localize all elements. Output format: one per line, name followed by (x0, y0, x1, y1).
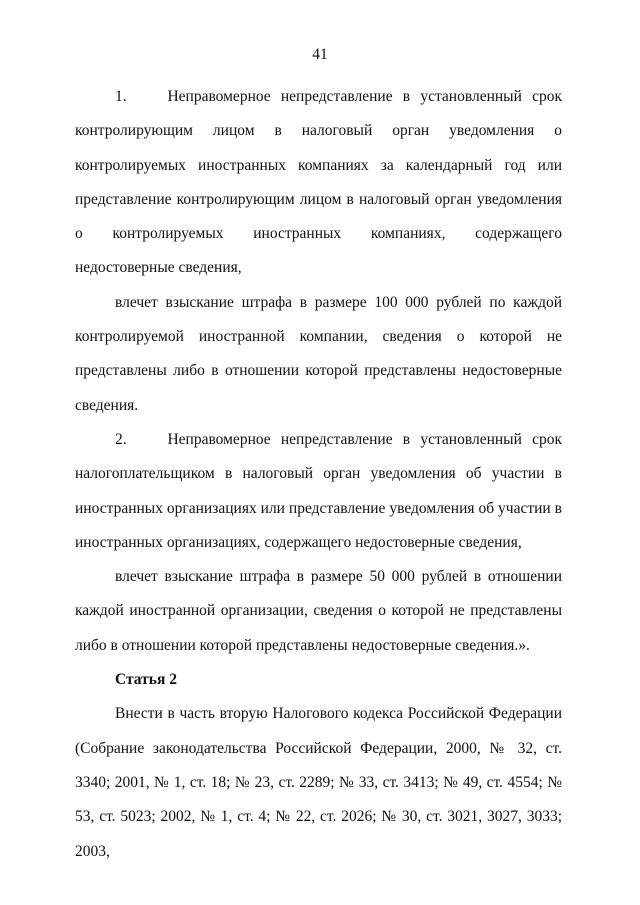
page-number: 41 (312, 46, 328, 63)
paragraph-2-penalty: влечет взыскание штрафа в размере 50 000 рублей в отношении каждой иностранной организации, сведения о которой не представлены либо в отношении которой представлены недостоверные сведения.». (75, 568, 562, 654)
article-text: Внести в часть вторую Налогового кодекса Российской Федерации (Собрание законодательства Российской Федерации, 2000, № 32, ст. 3340; 2001, № 1, ст. 18; № 23, ст. 2289; № 33, ст. 3413; № 49, ст. 4554; № 53, ст. 5023; 2002, № 1, ст. 4; № 22, ст. 2026; № 30, ст. 3021, 3027, 3033; 2003, (75, 705, 562, 860)
paragraph-1-offense: 1. Неправомерное непредставление в установленный срок контролирующим лицом в налоговый орган уведомления о контролируемых иностранных компаниях за календарный год или представление контролирующим лицом в налоговый орган уведомления о контролируемых иностранных компаниях, содержащего недостоверные сведения, (75, 88, 562, 277)
article-heading: Статья 2 (115, 671, 177, 689)
paragraph-2-offense: 2. Неправомерное непредставление в установленный срок налогоплательщиком в налоговый орган уведомления об участии в иностранных организациях или представление уведомления об участии в иностранных организациях, содержащего недостоверные сведения, (75, 430, 562, 551)
paragraph-1-penalty: влечет взыскание штрафа в размере 100 000 рублей по каждой контролируемой иностранной компании, сведения о которой не представлены либо в отношении которой представлены недостоверные сведения. (75, 293, 562, 414)
document-body (75, 80, 562, 869)
